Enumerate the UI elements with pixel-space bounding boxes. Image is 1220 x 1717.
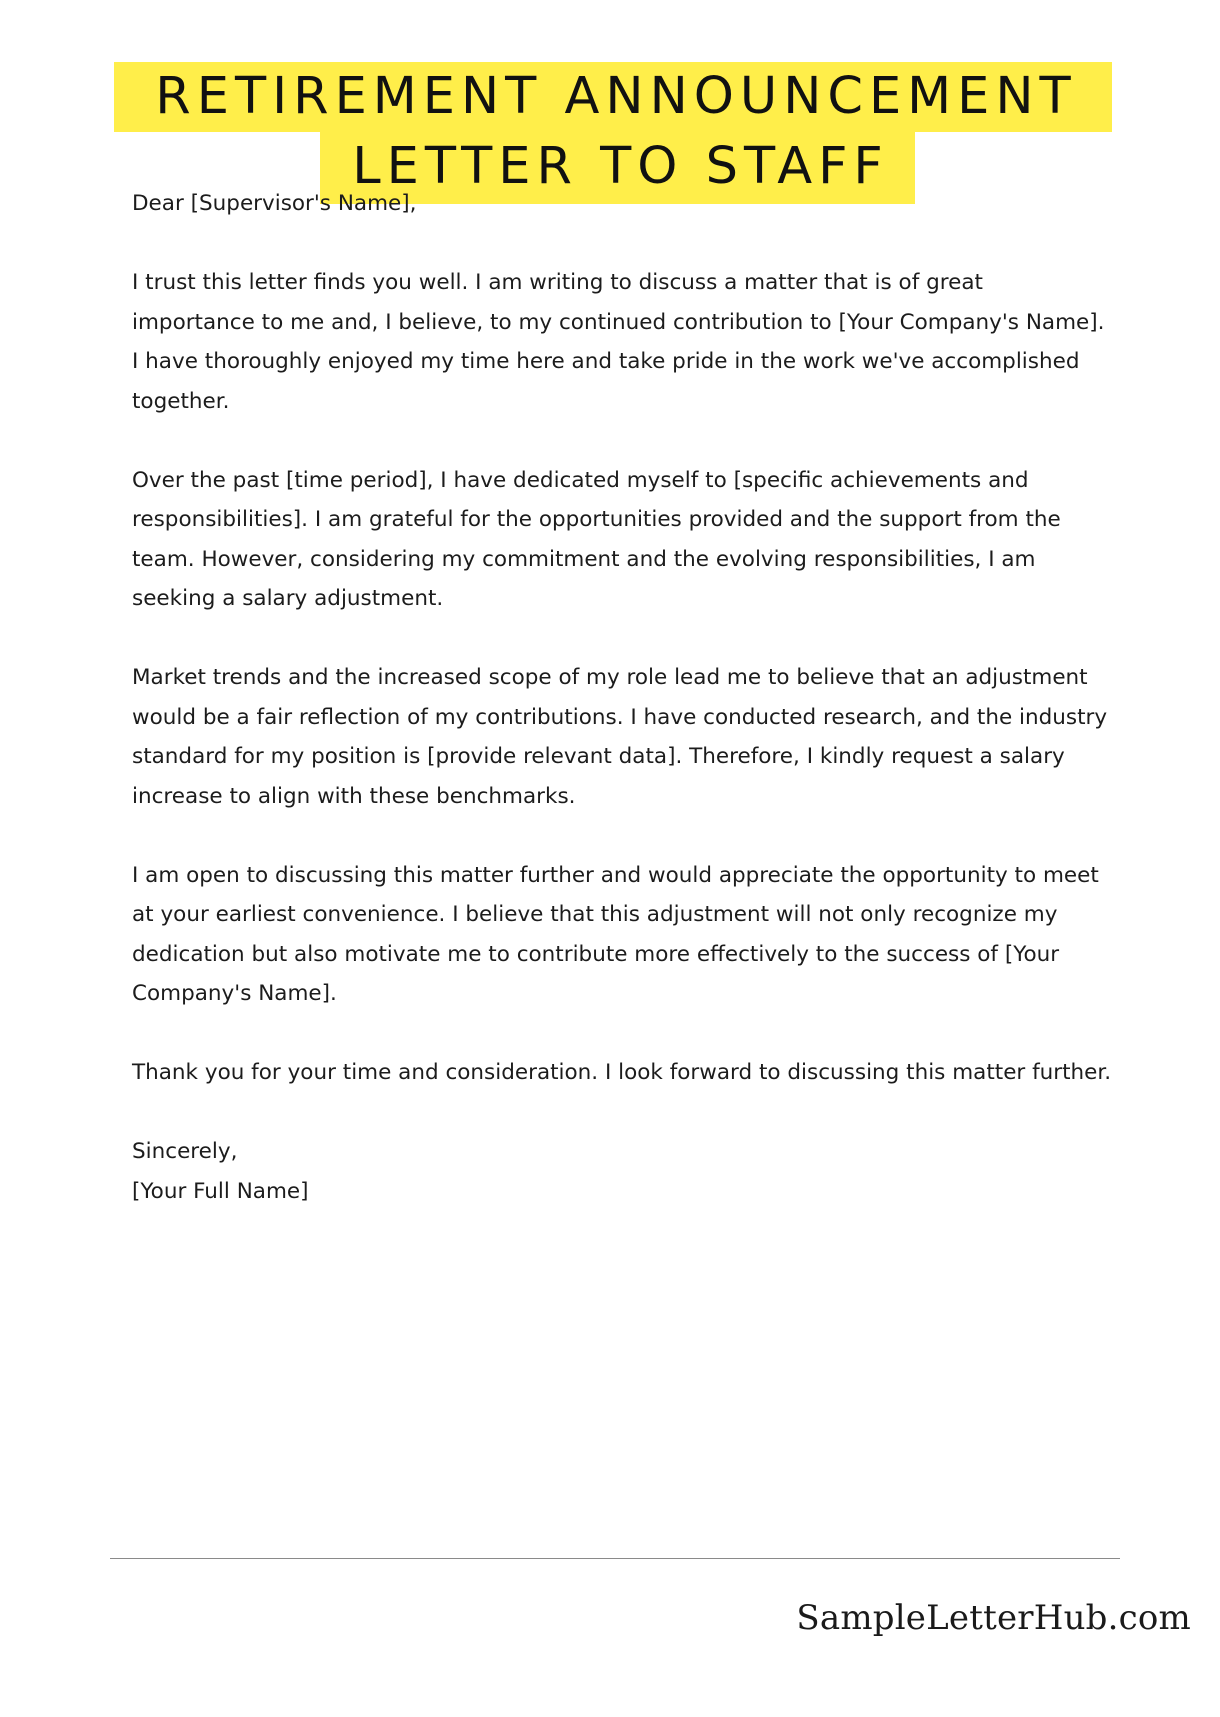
- brand-logo-text: SampleLetterHub.com: [796, 1598, 1191, 1638]
- salutation: Dear [Supervisor's Name],: [132, 191, 417, 216]
- paragraph-5: Thank you for your time and consideration. I look forward to discussing this matter further.: [132, 1060, 1112, 1085]
- title-line-1: RETIREMENT ANNOUNCEMENT: [114, 62, 1112, 132]
- paragraph-3: Market trends and the increased scope of my role lead me to believe that an adjustment would be a fair reflection of my contributions. I have conducted research, and the industry standard for my position is [provide relevant data]. Therefore, I kindly request a salary increase to align with these benchmarks.: [132, 665, 1108, 809]
- title-line-2: LETTER TO STAFF: [320, 132, 915, 204]
- signature: [Your Full Name]: [132, 1178, 309, 1204]
- footer-divider: [110, 1558, 1120, 1559]
- paragraph-4: I am open to discussing this matter further and would appreciate the opportunity to meet at your earliest convenience. I believe that this adjustment will not only recognize my dedication but also motivate me to contribute more effectively to the success of [Your Company's Name].: [132, 862, 1099, 1006]
- paragraph-1: I trust this letter finds you well. I am writing to discuss a matter that is of great importance to me and, I believe, to my continued contribution to [Your Company's Name]. I have thoroughly enjoyed my time here and take pride in the work we've accomplished together.: [132, 270, 1105, 414]
- letter-body: [132, 184, 1112, 1211]
- paragraph-2: Over the past [time period], I have dedicated myself to [specific achievements and responsibilities]. I am grateful for the opportunities provided and the support from the team. However, considering my commitment and the evolving responsibilities, I am seeking a salary adjustment.: [132, 467, 1061, 611]
- closing: Sincerely,: [132, 1139, 238, 1164]
